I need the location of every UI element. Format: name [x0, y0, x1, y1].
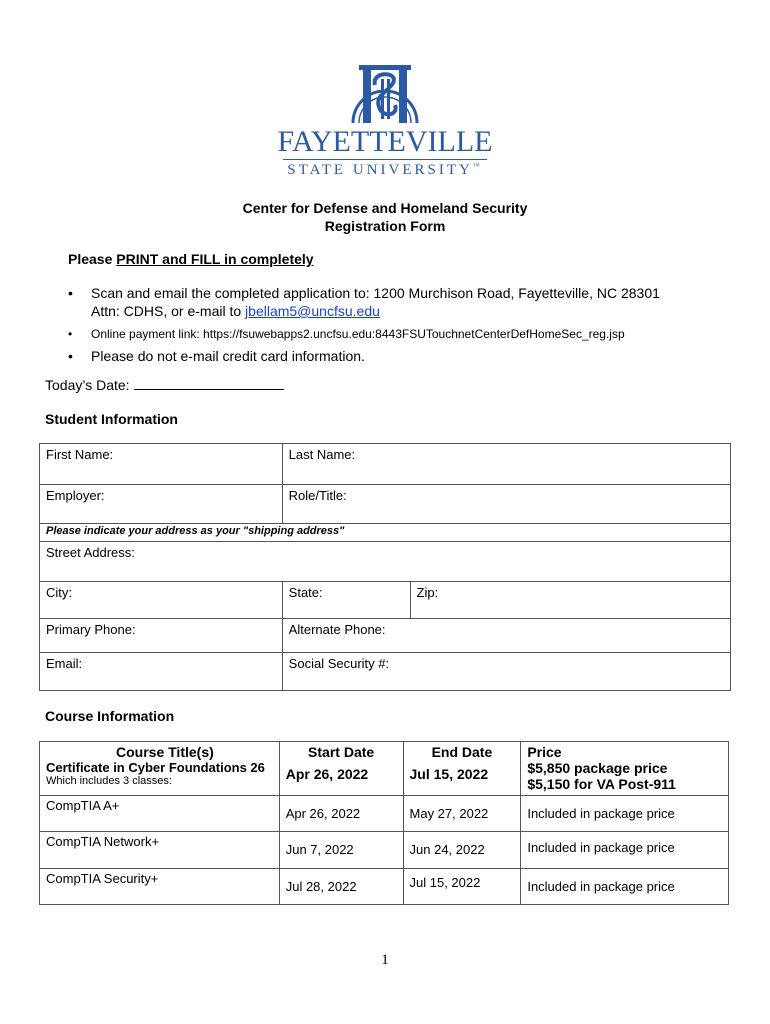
column-header: Course Title(s)	[116, 744, 214, 760]
table-row	[40, 832, 729, 869]
date-fill-line[interactable]	[134, 377, 284, 390]
email-field[interactable]: Email:	[40, 653, 283, 691]
course-title: CompTIA A+	[40, 796, 280, 832]
course-price: Included in package price	[521, 796, 729, 832]
column-header: End Date	[431, 744, 493, 760]
course-title: CompTIA Security+	[40, 869, 280, 905]
ssn-field[interactable]: Social Security #:	[282, 653, 730, 691]
price-cell	[521, 742, 729, 796]
instruction-list	[68, 284, 748, 365]
package-title: Certificate in Cyber Foundations 26	[46, 760, 265, 775]
course-table	[39, 741, 729, 905]
student-info-table	[39, 443, 731, 691]
start-date-cell	[279, 742, 403, 796]
fsu-emblem-icon	[275, 55, 495, 127]
logo-wordmark: FAYETTEVILLE	[277, 125, 493, 158]
course-end: Jun 24, 2022	[403, 832, 521, 869]
course-start: Jun 7, 2022	[279, 832, 403, 869]
list-item: • Please do not e-mail credit card information.	[68, 347, 748, 365]
street-address-field[interactable]: Street Address:	[40, 542, 731, 582]
student-info-heading: Student Information	[45, 411, 178, 427]
list-item: • Online payment link: https://fsuwebapps2.uncfsu.edu:8443FSUTouchnetCenterDefHomeSec_reg.jsp	[68, 325, 748, 343]
page-number: 1	[381, 952, 389, 968]
todays-date: Today’s Date:	[45, 377, 284, 393]
first-name-field[interactable]: First Name:	[40, 444, 283, 485]
form-title: Registration Form	[324, 218, 446, 234]
package-end-date: Jul 15, 2022	[409, 766, 489, 782]
role-field[interactable]: Role/Title:	[282, 485, 730, 524]
course-start: Apr 26, 2022	[279, 796, 403, 832]
package-price: $5,850 package price	[527, 760, 668, 776]
last-name-field[interactable]: Last Name:	[282, 444, 730, 485]
address-note: Please indicate your address as your "shipping address"	[40, 524, 731, 542]
course-title-cell	[40, 742, 280, 796]
zip-field[interactable]: Zip:	[410, 582, 730, 619]
course-price: Included in package price	[521, 832, 729, 869]
va-price: $5,150 for VA Post-911	[527, 776, 676, 792]
logo-rule	[283, 159, 487, 160]
form-org-title: Center for Defense and Homeland Security	[242, 200, 528, 216]
employer-field[interactable]: Employer:	[40, 485, 283, 524]
column-header: Start Date	[308, 744, 375, 760]
course-end: Jul 15, 2022	[403, 869, 521, 905]
course-info-heading: Course Information	[45, 708, 175, 724]
primary-phone-field[interactable]: Primary Phone:	[40, 619, 283, 653]
university-logo	[275, 55, 495, 185]
contact-email-link[interactable]: jbellam5@uncfsu.edu	[245, 303, 380, 319]
course-price: Included in package price	[521, 869, 729, 905]
table-row	[40, 869, 729, 905]
column-header: Price	[527, 744, 562, 760]
package-start-date: Apr 26, 2022	[285, 766, 369, 782]
end-date-cell	[403, 742, 521, 796]
state-field[interactable]: State:	[282, 582, 410, 619]
course-start: Jul 28, 2022	[279, 869, 403, 905]
alternate-phone-field[interactable]: Alternate Phone:	[282, 619, 730, 653]
course-end: May 27, 2022	[403, 796, 521, 832]
course-title: CompTIA Network+	[40, 832, 280, 869]
logo-subtitle: STATE UNIVERSITY™	[287, 162, 483, 178]
package-includes: Which includes 3 classes:	[46, 775, 172, 787]
table-row	[40, 796, 729, 832]
city-field[interactable]: City:	[40, 582, 283, 619]
instruction-line: Please PRINT and FILL in completely	[68, 251, 314, 267]
list-item: • Scan and email the completed application to: 1200 Murchison Road, Fayetteville, NC 28301 Attn: CDHS, or e-mail to jbellam5@uncfsu.edu	[68, 284, 748, 320]
